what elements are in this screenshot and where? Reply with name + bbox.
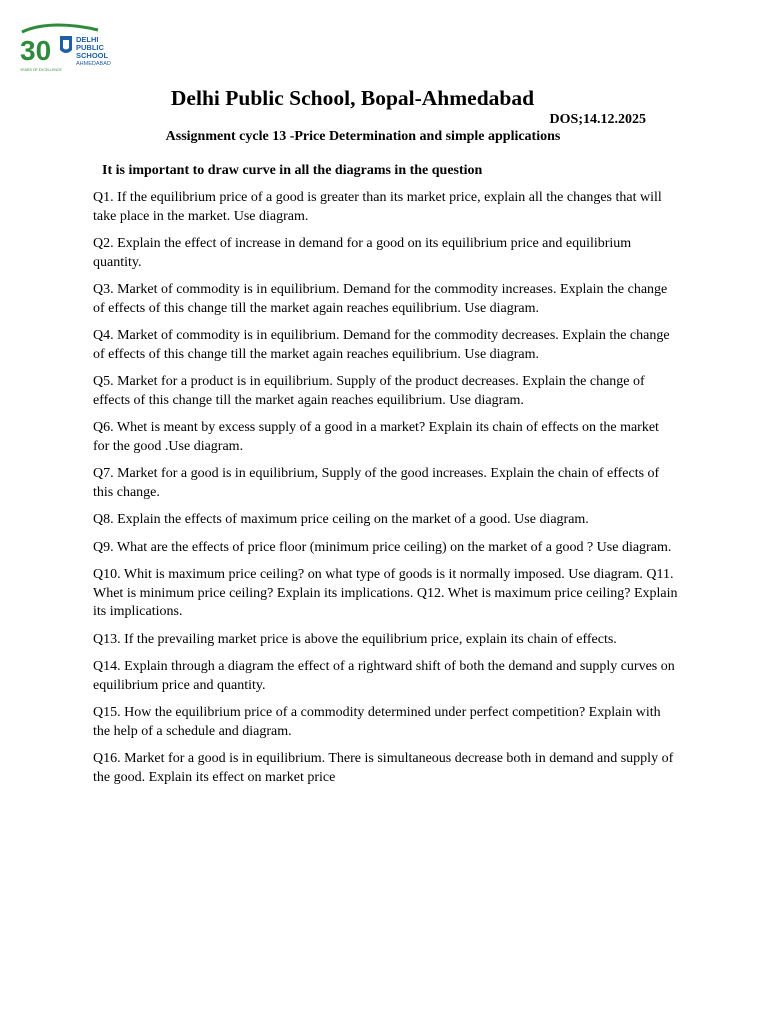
question-7: Q7. Market for a good is in equilibrium, Supply of the good increases. Explain the chain of effects of this change. xyxy=(93,466,660,500)
question-3: Q3. Market of commodity is in equilibrium. Demand for the commodity increases. Explain the change of effects of this change till the market again reaches equilibrium. Use diagram. xyxy=(93,282,668,316)
question-6: Q6. Whet is meant by excess supply of a good in a market? Explain its chain of effects on the market for the good .Use diagram. xyxy=(93,420,659,454)
question-14: Q14. Explain through a diagram the effect of a rightward shift of both the demand and supply curves on equilibrium price and quantity. xyxy=(93,659,675,693)
question-5: Q5. Market for a product is in equilibrium. Supply of the product decreases. Explain the change of effects of this change till the market again reaches equilibrium. Use diagram. xyxy=(93,374,645,408)
question-4: Q4. Market of commodity is in equilibrium. Demand for the commodity decreases. Explain the change of effects of this change till the market again reaches equilibrium. Use diagram. xyxy=(93,328,670,362)
logo-number: 30 xyxy=(20,35,52,66)
date-of-submission: DOS;14.12.2025 xyxy=(549,112,646,127)
logo-line1: DELHI xyxy=(76,35,99,44)
question-16: Q16. Market for a good is in equilibrium. There is simultaneous decrease both in demand and supply of the good. Explain its effect on market price xyxy=(93,751,674,785)
question-1: Q1. If the equilibrium price of a good is greater than its market price, explain all the changes that will take place in the market. Use diagram. xyxy=(93,190,662,224)
question-list xyxy=(93,189,678,796)
logo-line2: PUBLIC xyxy=(76,43,104,52)
school-title: Delhi Public School, Bopal-Ahmedabad xyxy=(170,86,535,110)
question-13: Q13. If the prevailing market price is above the equilibrium price, explain its chain of effects. xyxy=(93,631,617,647)
assignment-title: Assignment cycle 13 -Price Determination and simple applications xyxy=(165,129,561,144)
logo-tagline: YEARS OF EXCELLENCE xyxy=(20,68,62,72)
question-10-12: Q10. Whit is maximum price ceiling? on what type of goods is it normally imposed. Use diagram. Q11. Whet is minimum price ceiling? Explain its implications. Q12. Whet is maximum price ceiling? Explain its implications. xyxy=(93,567,678,619)
question-15: Q15. How the equilibrium price of a commodity determined under perfect competition? Explain with the help of a schedule and diagram. xyxy=(93,705,661,739)
school-logo xyxy=(18,22,118,74)
question-9: Q9. What are the effects of price floor (minimum price ceiling) on the market of a good ? Use diagram. xyxy=(93,539,672,555)
question-8: Q8. Explain the effects of maximum price ceiling on the market of a good. Use diagram. xyxy=(93,512,589,527)
question-2: Q2. Explain the effect of increase in demand for a good on its equilibrium price and equilibrium quantity. xyxy=(93,236,632,270)
logo-line4: AHMEDABAD xyxy=(76,61,111,67)
instruction-note: It is important to draw curve in all the diagrams in the question xyxy=(102,163,483,178)
logo-line3: SCHOOL xyxy=(76,51,109,60)
